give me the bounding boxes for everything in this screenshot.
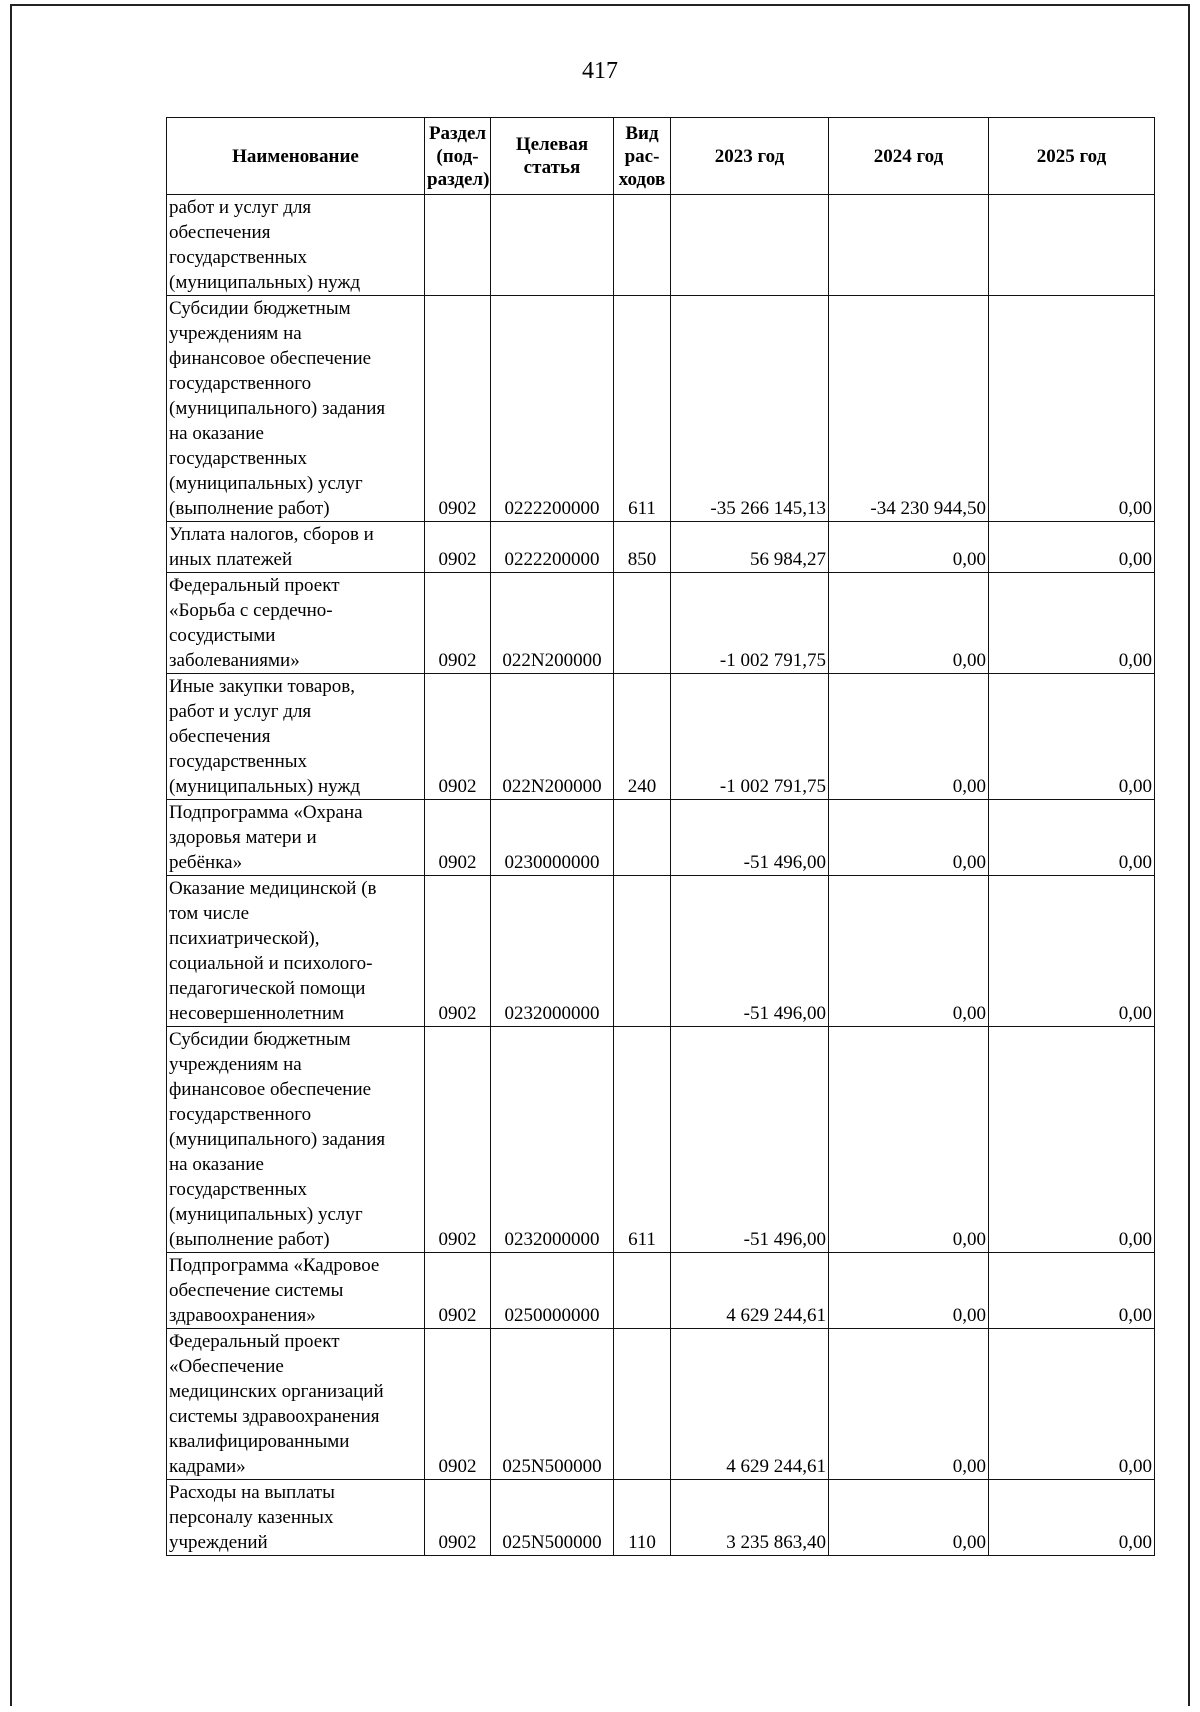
row-name-line: системы здравоохранения xyxy=(169,1406,380,1427)
header-vid xyxy=(614,118,671,195)
row-name-line: педагогической помощи xyxy=(169,978,366,999)
vid-cell xyxy=(614,1329,671,1480)
row-name-line: работ и услуг для xyxy=(169,197,312,218)
vid-cell xyxy=(614,1253,671,1329)
row-name-line: том числе xyxy=(169,903,250,924)
row-name-line: (муниципального) задания xyxy=(169,1129,386,1150)
table-body xyxy=(167,195,1155,1556)
table-row xyxy=(167,195,1155,296)
header-razdel xyxy=(425,118,491,195)
amount-2023-cell: 3 235 863,40 xyxy=(671,1480,829,1556)
row-name-line: Субсидии бюджетным xyxy=(169,1029,351,1050)
amount-2024-cell: 0,00 xyxy=(829,1027,989,1253)
amount-2023-cell: -51 496,00 xyxy=(671,1027,829,1253)
row-name-line: заболеваниями» xyxy=(169,650,300,671)
tselevaya-cell: 0250000000 xyxy=(491,1253,614,1329)
header-tselevaya-line: статья xyxy=(523,157,581,178)
header-vid-line: рас- xyxy=(624,145,660,167)
razdel-cell: 0902 xyxy=(425,876,491,1027)
row-name-line: обеспечения xyxy=(169,222,271,243)
vid-cell xyxy=(614,800,671,876)
row-name-cell xyxy=(167,876,425,1027)
row-name-line: обеспечения xyxy=(169,726,271,747)
row-name-cell xyxy=(167,1329,425,1480)
row-name-line: социальной и психолого- xyxy=(169,953,373,974)
row-name-line: Расходы на выплаты xyxy=(169,1482,335,1503)
razdel-cell: 0902 xyxy=(425,573,491,674)
row-name-line: Подпрограмма «Кадровое xyxy=(169,1255,380,1276)
row-name-line: учреждениям на xyxy=(169,1054,302,1075)
amount-2024-cell: 0,00 xyxy=(829,573,989,674)
table-row xyxy=(167,1253,1155,1329)
row-name-line: Федеральный проект xyxy=(169,575,340,596)
row-name-line: (выполнение работ) xyxy=(169,498,330,519)
row-name-line: Субсидии бюджетным xyxy=(169,298,351,319)
row-name-cell xyxy=(167,573,425,674)
row-name-line: сосудистыми xyxy=(169,625,276,646)
header-razdel-line: Раздел xyxy=(428,122,487,144)
row-name-line: финансовое обеспечение xyxy=(169,348,372,369)
row-name-line: психиатрической), xyxy=(169,928,320,949)
amount-2024-cell: 0,00 xyxy=(829,522,989,573)
vid-cell: 850 xyxy=(614,522,671,573)
row-name-line: государственного xyxy=(169,1104,312,1125)
row-name-line: медицинских организаций xyxy=(169,1381,384,1402)
razdel-cell xyxy=(425,195,491,296)
razdel-cell: 0902 xyxy=(425,800,491,876)
row-name-line: на оказание xyxy=(169,1154,264,1175)
table-row xyxy=(167,522,1155,573)
row-name-line: иных платежей xyxy=(169,549,293,570)
row-name-line: государственных xyxy=(169,247,308,268)
row-name-line: Уплата налогов, сборов и xyxy=(169,524,374,545)
amount-2025-cell: 0,00 xyxy=(989,1253,1155,1329)
vid-cell: 110 xyxy=(614,1480,671,1556)
row-name-cell xyxy=(167,1253,425,1329)
amount-2025-cell: 0,00 xyxy=(989,1480,1155,1556)
tselevaya-cell: 0222200000 xyxy=(491,296,614,522)
vid-cell: 611 xyxy=(614,296,671,522)
budget-table xyxy=(166,117,1155,1556)
table-row xyxy=(167,800,1155,876)
vid-cell xyxy=(614,573,671,674)
tselevaya-cell: 0232000000 xyxy=(491,876,614,1027)
vid-cell: 240 xyxy=(614,674,671,800)
row-name-cell xyxy=(167,522,425,573)
tselevaya-cell xyxy=(491,195,614,296)
row-name-line: Оказание медицинской (в xyxy=(169,878,377,899)
amount-2023-cell xyxy=(671,195,829,296)
vid-cell: 611 xyxy=(614,1027,671,1253)
amount-2023-cell: 4 629 244,61 xyxy=(671,1329,829,1480)
amount-2023-cell: -51 496,00 xyxy=(671,876,829,1027)
tselevaya-cell: 022N200000 xyxy=(491,573,614,674)
razdel-cell: 0902 xyxy=(425,1329,491,1480)
header-tselevaya-line: Целевая xyxy=(515,134,589,155)
row-name-line: государственных xyxy=(169,751,308,772)
amount-2025-cell: 0,00 xyxy=(989,674,1155,800)
amount-2024-cell: -34 230 944,50 xyxy=(829,296,989,522)
row-name-line: кадрами» xyxy=(169,1456,246,1477)
row-name-cell xyxy=(167,800,425,876)
razdel-cell: 0902 xyxy=(425,1253,491,1329)
table-row xyxy=(167,1027,1155,1253)
amount-2024-cell: 0,00 xyxy=(829,800,989,876)
row-name-line: (муниципальных) нужд xyxy=(169,776,361,797)
row-name-line: (муниципальных) нужд xyxy=(169,272,361,293)
amount-2024-cell xyxy=(829,195,989,296)
row-name-line: здоровья матери и xyxy=(169,827,317,848)
table-row xyxy=(167,296,1155,522)
amount-2025-cell: 0,00 xyxy=(989,1027,1155,1253)
row-name-line: «Борьба с сердечно- xyxy=(169,600,333,621)
row-name-line: Иные закупки товаров, xyxy=(169,676,355,697)
row-name-line: (выполнение работ) xyxy=(169,1229,330,1250)
row-name-line: здравоохранения» xyxy=(169,1305,316,1326)
row-name-line: персоналу казенных xyxy=(169,1507,334,1528)
razdel-cell: 0902 xyxy=(425,674,491,800)
razdel-cell: 0902 xyxy=(425,1027,491,1253)
vid-cell xyxy=(614,876,671,1027)
row-name-line: финансовое обеспечение xyxy=(169,1079,372,1100)
amount-2023-cell: -51 496,00 xyxy=(671,800,829,876)
tselevaya-cell: 025N500000 xyxy=(491,1480,614,1556)
row-name-line: Подпрограмма «Охрана xyxy=(169,802,363,823)
row-name-line: на оказание xyxy=(169,423,264,444)
header-razdel-line: раздел) xyxy=(427,168,490,190)
row-name-line: (муниципальных) услуг xyxy=(169,473,363,494)
amount-2025-cell: 0,00 xyxy=(989,1329,1155,1480)
razdel-cell: 0902 xyxy=(425,1480,491,1556)
amount-2025-cell: 0,00 xyxy=(989,522,1155,573)
tselevaya-cell: 0222200000 xyxy=(491,522,614,573)
header-tselevaya xyxy=(491,118,614,195)
table-row xyxy=(167,1480,1155,1556)
amount-2023-cell: -1 002 791,75 xyxy=(671,674,829,800)
row-name-line: государственных xyxy=(169,448,308,469)
amount-2025-cell: 0,00 xyxy=(989,800,1155,876)
row-name-cell xyxy=(167,1027,425,1253)
row-name-line: учреждений xyxy=(169,1532,268,1553)
row-name-line: государственных xyxy=(169,1179,308,1200)
row-name-line: «Обеспечение xyxy=(169,1356,284,1377)
table-row xyxy=(167,573,1155,674)
amount-2025-cell: 0,00 xyxy=(989,876,1155,1027)
amount-2024-cell: 0,00 xyxy=(829,1253,989,1329)
tselevaya-cell: 025N500000 xyxy=(491,1329,614,1480)
amount-2023-cell: 56 984,27 xyxy=(671,522,829,573)
razdel-cell: 0902 xyxy=(425,522,491,573)
page-number: 417 xyxy=(582,58,618,84)
header-vid-line: ходов xyxy=(618,168,666,190)
row-name-cell xyxy=(167,195,425,296)
tselevaya-cell: 0230000000 xyxy=(491,800,614,876)
row-name-line: (муниципального) задания xyxy=(169,398,386,419)
row-name-line: учреждениям на xyxy=(169,323,302,344)
header-vid-line: Вид xyxy=(625,122,659,144)
row-name-line: работ и услуг для xyxy=(169,701,312,722)
amount-2023-cell: 4 629 244,61 xyxy=(671,1253,829,1329)
amount-2023-cell: -1 002 791,75 xyxy=(671,573,829,674)
table-row xyxy=(167,876,1155,1027)
header-2024: 2024 год xyxy=(829,118,989,195)
amount-2025-cell xyxy=(989,195,1155,296)
tselevaya-cell: 022N200000 xyxy=(491,674,614,800)
amount-2024-cell: 0,00 xyxy=(829,1480,989,1556)
table-row xyxy=(167,1329,1155,1480)
row-name-cell xyxy=(167,296,425,522)
header-name: Наименование xyxy=(167,118,425,195)
header-2023: 2023 год xyxy=(671,118,829,195)
row-name-line: (муниципальных) услуг xyxy=(169,1204,363,1225)
amount-2024-cell: 0,00 xyxy=(829,674,989,800)
row-name-line: Федеральный проект xyxy=(169,1331,340,1352)
row-name-line: государственного xyxy=(169,373,312,394)
row-name-line: несовершеннолетним xyxy=(169,1003,345,1024)
row-name-line: ребёнка» xyxy=(169,852,243,873)
amount-2024-cell: 0,00 xyxy=(829,1329,989,1480)
table-row xyxy=(167,674,1155,800)
row-name-line: квалифицированными xyxy=(169,1431,350,1452)
header-2025: 2025 год xyxy=(989,118,1155,195)
row-name-cell xyxy=(167,674,425,800)
header-razdel-line: (под- xyxy=(436,145,479,167)
row-name-line: обеспечение системы xyxy=(169,1280,344,1301)
amount-2025-cell: 0,00 xyxy=(989,296,1155,522)
amount-2023-cell: -35 266 145,13 xyxy=(671,296,829,522)
table-header-row xyxy=(167,118,1155,195)
amount-2025-cell: 0,00 xyxy=(989,573,1155,674)
tselevaya-cell: 0232000000 xyxy=(491,1027,614,1253)
amount-2024-cell: 0,00 xyxy=(829,876,989,1027)
vid-cell xyxy=(614,195,671,296)
row-name-cell xyxy=(167,1480,425,1556)
razdel-cell: 0902 xyxy=(425,296,491,522)
